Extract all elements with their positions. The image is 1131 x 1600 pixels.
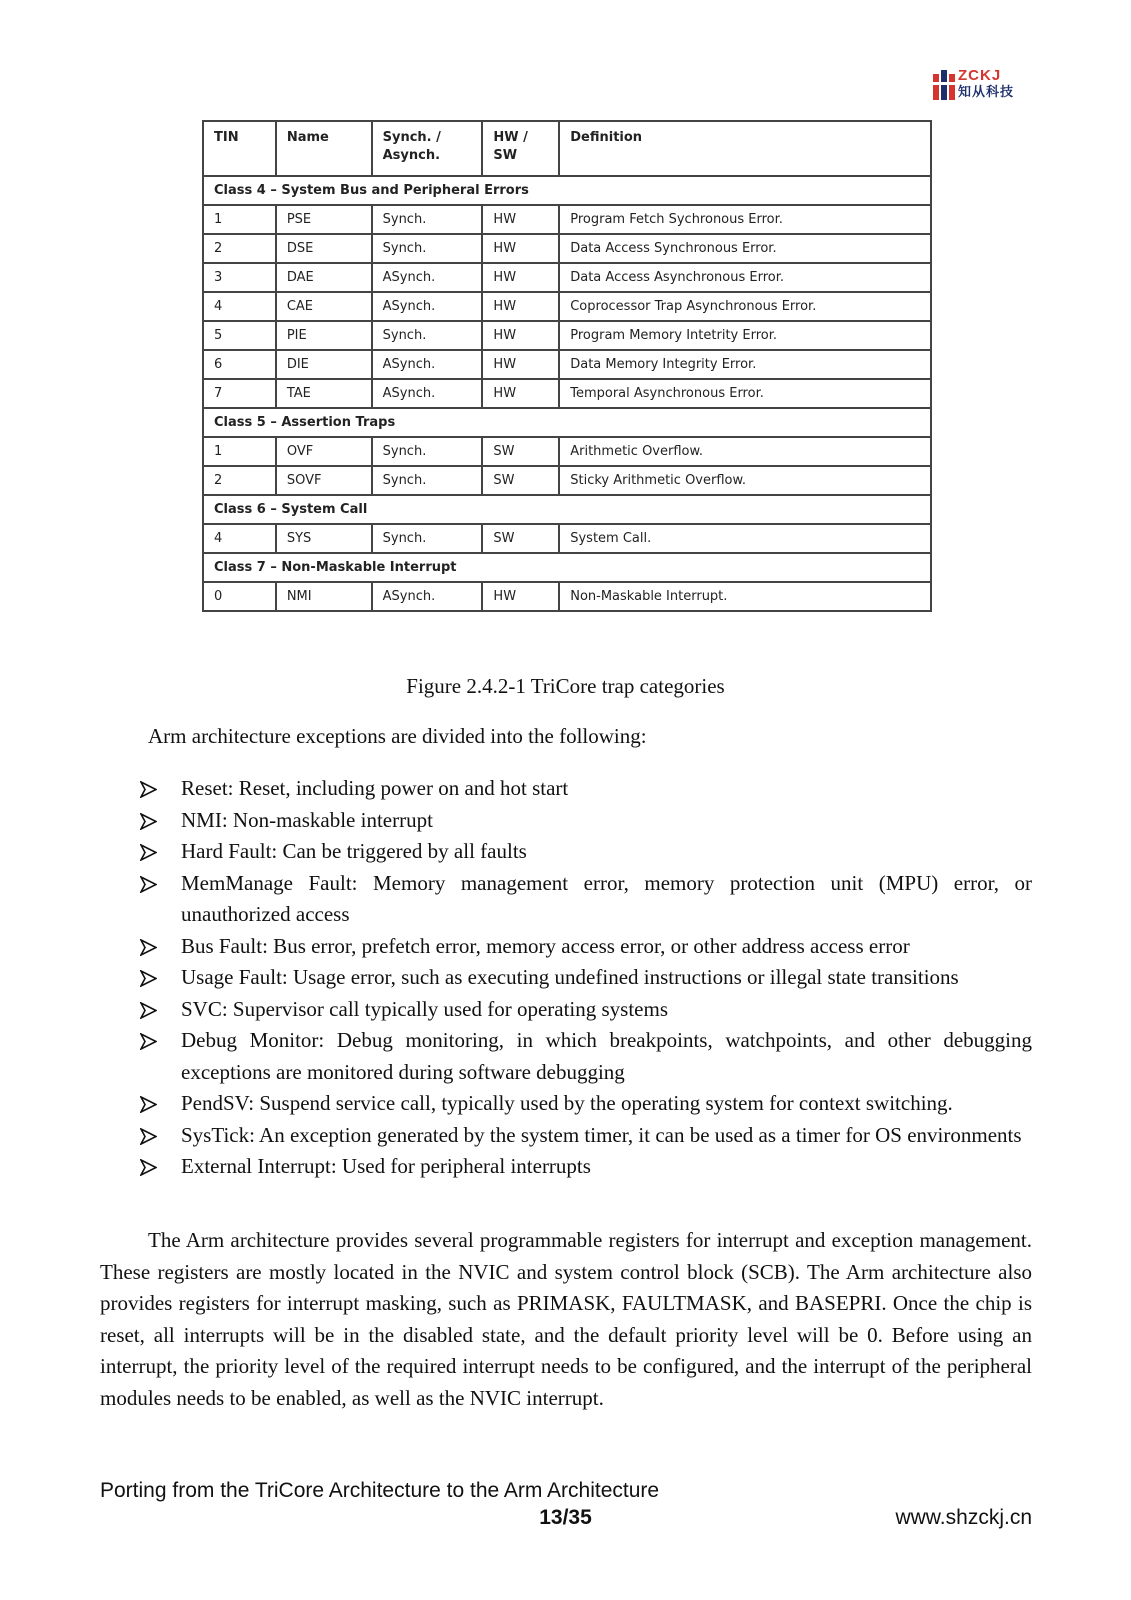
list-item — [140, 1088, 1032, 1120]
table-row — [203, 321, 931, 350]
table-row — [203, 205, 931, 234]
class-title-cell: Class 6 – System Call — [203, 495, 931, 524]
list-item — [140, 1025, 1032, 1088]
tin-cell: 5 — [203, 321, 276, 350]
company-logo — [933, 68, 1033, 104]
arrow-bullet-icon — [140, 939, 157, 956]
footer-website: www.shzckj.cn — [895, 1506, 1032, 1529]
tin-cell: 1 — [203, 205, 276, 234]
table-class-row — [203, 495, 931, 524]
name-cell: TAE — [276, 379, 372, 408]
hw-sw-cell: SW — [482, 437, 559, 466]
list-item — [140, 962, 1032, 994]
figure-caption: Figure 2.4.2-1 TriCore trap categories — [406, 674, 725, 698]
synch-cell: Synch. — [372, 321, 483, 350]
header-name: Name — [276, 121, 372, 176]
logo-wordmark: ZCKJ — [958, 67, 1002, 84]
header-tin: TIN — [203, 121, 276, 176]
page-number: 13/35 — [539, 1506, 592, 1529]
name-cell: PIE — [276, 321, 372, 350]
definition-cell: Arithmetic Overflow. — [559, 437, 931, 466]
hw-sw-cell: HW — [482, 205, 559, 234]
synch-cell: Synch. — [372, 234, 483, 263]
synch-cell: Synch. — [372, 524, 483, 553]
arrow-bullet-icon — [140, 813, 157, 830]
table-row — [203, 524, 931, 553]
definition-cell: System Call. — [559, 524, 931, 553]
arrow-bullet-icon — [140, 970, 157, 987]
hw-sw-cell: SW — [482, 524, 559, 553]
synch-cell: ASynch. — [372, 263, 483, 292]
arrow-bullet-icon — [140, 1002, 157, 1019]
name-cell: CAE — [276, 292, 372, 321]
table-row — [203, 234, 931, 263]
list-item — [140, 1151, 1032, 1183]
list-item — [140, 836, 1032, 868]
list-item-text: Reset: Reset, including power on and hot start — [181, 776, 569, 800]
header-definition: Definition — [559, 121, 931, 176]
hw-sw-cell: HW — [482, 350, 559, 379]
synch-cell: Synch. — [372, 205, 483, 234]
name-cell: DIE — [276, 350, 372, 379]
definition-cell: Coprocessor Trap Asynchronous Error. — [559, 292, 931, 321]
list-item-text: Bus Fault: Bus error, prefetch error, memory access error, or other address access error — [181, 933, 910, 958]
definition-cell: Program Fetch Sychronous Error. — [559, 205, 931, 234]
hw-sw-cell: HW — [482, 234, 559, 263]
hw-sw-cell: HW — [482, 321, 559, 350]
table-class-row — [203, 553, 931, 582]
arrow-bullet-icon — [140, 876, 157, 893]
synch-cell: ASynch. — [372, 292, 483, 321]
class-title-cell: Class 5 – Assertion Traps — [203, 408, 931, 437]
tin-cell: 6 — [203, 350, 276, 379]
name-cell: SOVF — [276, 466, 372, 495]
list-item-text: Debug Monitor: Debug monitoring, in which breakpoints, watchpoints, and other debugging exceptions are monitored during software debugging — [181, 1028, 1032, 1084]
synch-cell: ASynch. — [372, 582, 483, 611]
hw-sw-cell: HW — [482, 582, 559, 611]
tin-cell: 0 — [203, 582, 276, 611]
logo-emblem-icon — [933, 68, 955, 102]
list-item — [140, 805, 1032, 837]
definition-cell: Non-Maskable Interrupt. — [559, 582, 931, 611]
list-item — [140, 1120, 1032, 1152]
name-cell: DSE — [276, 234, 372, 263]
hw-sw-cell: HW — [482, 292, 559, 321]
table-body — [203, 176, 931, 611]
tin-cell: 2 — [203, 234, 276, 263]
definition-cell: Data Memory Integrity Error. — [559, 350, 931, 379]
synch-cell: ASynch. — [372, 379, 483, 408]
name-cell: PSE — [276, 205, 372, 234]
intro-text: Arm architecture exceptions are divided into the following: — [148, 724, 647, 748]
list-item-text: Hard Fault: Can be triggered by all faults — [181, 839, 527, 863]
arrow-bullet-icon — [140, 1128, 157, 1145]
table-row — [203, 292, 931, 321]
list-item-text: SysTick: An exception generated by the system timer, it can be used as a timer for OS environments — [181, 1122, 1022, 1147]
table-row — [203, 379, 931, 408]
arrow-bullet-icon — [140, 844, 157, 861]
table-row — [203, 350, 931, 379]
list-item-text: Usage Fault: Usage error, such as executing undefined instructions or illegal state transitions — [181, 965, 959, 989]
list-item-text: NMI: Non-maskable interrupt — [181, 807, 433, 832]
list-item — [140, 994, 1032, 1026]
tin-cell: 3 — [203, 263, 276, 292]
list-item — [140, 868, 1032, 931]
definition-cell: Program Memory Intetrity Error. — [559, 321, 931, 350]
definition-cell: Data Access Asynchronous Error. — [559, 263, 931, 292]
exception-list — [140, 773, 1032, 1183]
tin-cell: 4 — [203, 524, 276, 553]
name-cell: DAE — [276, 263, 372, 292]
table-row — [203, 582, 931, 611]
class-title-cell: Class 4 – System Bus and Peripheral Errors — [203, 176, 931, 205]
list-item — [140, 773, 1032, 805]
name-cell: SYS — [276, 524, 372, 553]
synch-cell: ASynch. — [372, 350, 483, 379]
arrow-bullet-icon — [140, 781, 157, 798]
definition-cell: Temporal Asynchronous Error. — [559, 379, 931, 408]
arrow-bullet-icon — [140, 1033, 157, 1050]
table-header-row — [203, 121, 931, 176]
synch-cell: Synch. — [372, 437, 483, 466]
synch-cell: Synch. — [372, 466, 483, 495]
table-row — [203, 437, 931, 466]
table-class-row — [203, 176, 931, 205]
list-item — [140, 931, 1032, 963]
trap-categories-table — [202, 120, 932, 612]
list-item-text: MemManage Fault: Memory management error, memory protection unit (MPU) error, or unauthorized access — [181, 870, 1032, 926]
header-synch: Synch. / Asynch. — [372, 121, 483, 176]
hw-sw-cell: SW — [482, 466, 559, 495]
arrow-bullet-icon — [140, 1096, 157, 1113]
footer-document-title: Porting from the TriCore Architecture to the Arm Architecture — [100, 1479, 660, 1502]
class-title-cell: Class 7 – Non-Maskable Interrupt — [203, 553, 931, 582]
tin-cell: 1 — [203, 437, 276, 466]
definition-cell: Sticky Arithmetic Overflow. — [559, 466, 931, 495]
list-item-text: External Interrupt: Used for peripheral interrupts — [181, 1154, 591, 1178]
hw-sw-cell: HW — [482, 379, 559, 408]
name-cell: NMI — [276, 582, 372, 611]
logo-chinese-name: 知从科技 — [958, 85, 1015, 100]
tin-cell: 7 — [203, 379, 276, 408]
arrow-bullet-icon — [140, 1159, 157, 1176]
tin-cell: 4 — [203, 292, 276, 321]
table-row — [203, 263, 931, 292]
table-row — [203, 466, 931, 495]
tin-cell: 2 — [203, 466, 276, 495]
header-hw-sw: HW / SW — [482, 121, 559, 176]
name-cell: OVF — [276, 437, 372, 466]
definition-cell: Data Access Synchronous Error. — [559, 234, 931, 263]
table-class-row — [203, 408, 931, 437]
list-item-text: PendSV: Suspend service call, typically used by the operating system for context switching. — [181, 1091, 953, 1115]
hw-sw-cell: HW — [482, 263, 559, 292]
body-paragraph: The Arm architecture provides several programmable registers for interrupt and exception management. These registers are mostly located in the NVIC and system control block (SCB). The Arm architecture also provides registers for interrupt masking, such as PRIMASK, FAULTMASK, and BASEPRI. Once the chip is reset, all interrupts will be in the disabled state, and the default priority level will be 0. Before using an interrupt, the priority level of the required interrupt needs to be configured, and the interrupt of the peripheral modules needs to be enabled, as well as the NVIC interrupt. — [100, 1228, 1032, 1410]
list-item-text: SVC: Supervisor call typically used for operating systems — [181, 996, 669, 1021]
